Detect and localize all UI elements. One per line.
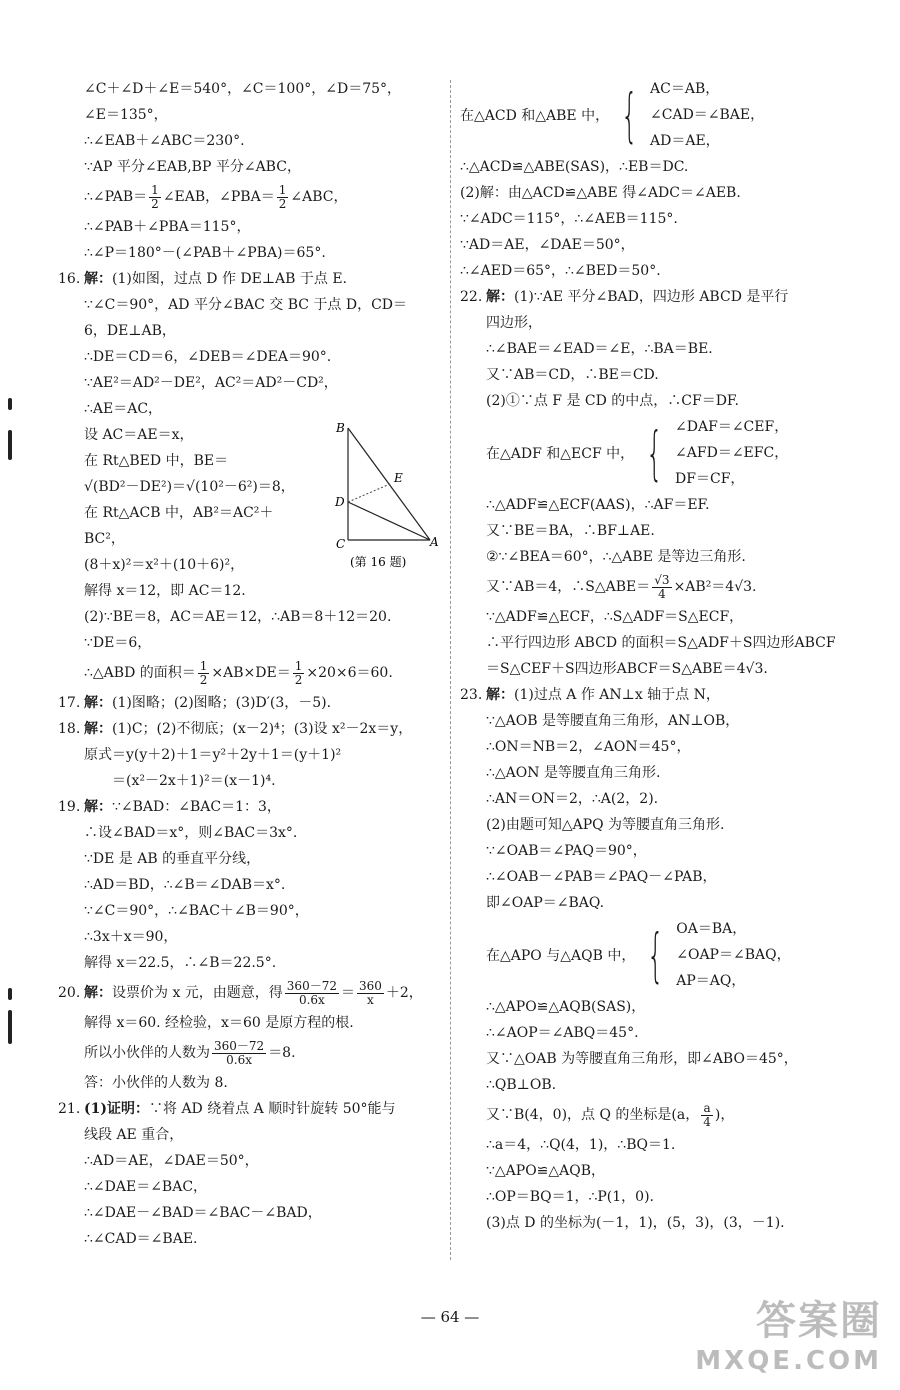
text-line: ∴∠CAD＝∠BAE.	[84, 1231, 198, 1247]
segment-da	[348, 502, 430, 540]
text-line: (2)解：由△ACD≌△ABE 得∠ADC＝∠AEB.	[460, 185, 741, 201]
text-line: 在 Rt△ACB 中，AB²＝AC²＋	[84, 505, 274, 521]
fraction: $\frac{360-72}{0.6x}$	[286, 978, 337, 1007]
figure-16	[280, 420, 440, 580]
text-line: ∴△ACD≌△ABE(SAS)，∴EB＝DC.	[460, 159, 689, 175]
text-line: ＝(x²－2x＋1)²＝(x－1)⁴.	[84, 773, 276, 789]
fraction: $\frac{1}{2}$	[151, 182, 159, 211]
text-line: 答：小伙伴的人数为 8.	[84, 1075, 228, 1091]
area-line: ∴△ABD 的面积＝ $\frac{1}{2}$ ×AB×DE＝ $\frac{1}{2}$ ×20×6＝60.	[84, 658, 393, 687]
text-line: ∵AD＝AE，∠DAE＝50°，	[460, 237, 635, 253]
page-number: — 64 —	[420, 1308, 480, 1326]
text-line: ∴∠AED＝65°，∴∠BED＝50°.	[460, 263, 661, 279]
segment-de	[348, 484, 390, 502]
text-line: √(BD²－DE²)＝√(10²－6²)＝8，	[84, 479, 295, 495]
text-line: ∴∠DAE－∠BAD＝∠BAC－∠BAD，	[84, 1205, 322, 1221]
text-line: (2)∵BE＝8，AC＝AE＝12，∴AB＝8＋12＝20.	[84, 609, 392, 625]
fraction: $\frac{√3}{4}$	[654, 572, 670, 601]
equation-system: 在△ADF 和△ECF 中， { ∠DAF＝∠CEF， ∠AFD＝∠EFC， DF＝CF，	[460, 414, 850, 492]
text-line: (3)点 D 的坐标为(－1，1)，(5，3)，(3，－1).	[486, 1215, 785, 1231]
watermark	[695, 1289, 882, 1376]
fraction: $\frac{1}{2}$	[199, 658, 208, 687]
question-19: 19. 解：∵∠BAD：∠BAC＝1：3，	[58, 799, 281, 815]
text-line: ∠C＋∠D＋∠E＝540°，∠C＝100°，∠D＝75°，	[84, 81, 402, 97]
text-line: ∴a＝4，∴Q(4，1)，∴BQ＝1.	[486, 1137, 676, 1153]
text-line: ∴AD＝AE，∠DAE＝50°，	[84, 1153, 259, 1169]
text-line: ∠E＝135°，	[84, 107, 168, 123]
question-18: 18. 解：(1)C；(2)不彻底；(x－2)⁴；(3)设 x²－2x＝y，	[58, 721, 413, 737]
text-line: ∴3x＋x＝90，	[84, 929, 178, 945]
text-line: ∴∠BAE＝∠EAD＝∠E，∴BA＝BE.	[486, 341, 713, 357]
text-line: ∴OP＝BQ＝1，∴P(1，0).	[486, 1189, 654, 1205]
text-line: 解得 x＝60. 经检验，x＝60 是原方程的根.	[84, 1015, 354, 1031]
scan-mark	[8, 430, 12, 460]
text-line: ②∵∠BEA＝60°，∴△ABE 是等边三角形.	[486, 549, 746, 565]
label-b: B	[336, 421, 345, 435]
triangle-figure	[280, 420, 440, 580]
text-line: 又∵△OAB 为等腰直角三角形，即∠ABO＝45°，	[486, 1051, 798, 1067]
text-line: (2)①∵点 F 是 CD 的中点，∴CF＝DF.	[486, 393, 739, 409]
text-line: ∴ON＝NB＝2，∠AON＝45°，	[486, 739, 691, 755]
label-e: E	[394, 471, 403, 485]
figure-caption: (第 16 题)	[350, 555, 407, 569]
text-line: ∴∠DAE＝∠BAC，	[84, 1179, 208, 1195]
text-line: (2)由题可知△APQ 为等腰直角三角形.	[486, 817, 725, 833]
scan-mark	[8, 1010, 12, 1044]
text-line: ∴QB⊥OB.	[486, 1077, 557, 1093]
left-column	[58, 76, 436, 1252]
question-16-header: 16. 解：(1)如图，过点 D 作 DE⊥AB 于点 E.	[58, 271, 347, 287]
scan-mark	[8, 398, 12, 410]
text-line: ∴∠P＝180°－(∠PAB＋∠PBA)＝65°.	[84, 245, 326, 261]
text-line: ∴∠EAB＋∠ABC＝230°.	[84, 133, 245, 149]
text-line: 即∠OAP＝∠BAQ.	[486, 895, 605, 911]
column-divider	[450, 80, 451, 1260]
text-line: ∵AP 平分∠EAB,BP 平分∠ABC，	[84, 159, 301, 175]
text-line: ∴△APO≌△AQB(SAS)，	[486, 999, 646, 1015]
fraction: $\frac{a}{4}$	[703, 1100, 711, 1129]
brace-icon: {	[621, 81, 638, 149]
text-line: BC²，	[84, 531, 125, 547]
text-line: ∴DE＝CD＝6，∠DEB＝∠DEA＝90°.	[84, 349, 332, 365]
text-line: ∵DE 是 AB 的垂直平分线，	[84, 851, 261, 867]
question-22: 22. 解：(1)∵AE 平分∠BAD，四边形 ABCD 是平行	[460, 289, 789, 305]
text-line: 在 Rt△BED 中，BE＝	[84, 453, 229, 469]
coordinate-line: 又∵B(4，0)，点 Q 的坐标是(a， $\frac{a}{4}$ )，	[486, 1100, 735, 1129]
text-line: ＝S△CEF＋S四边形ABCF＝S△ABE＝4√3.	[486, 661, 768, 677]
equation-system: 在△ACD 和△ABE 中， { AC＝AB， ∠CAD＝∠BAE， AD＝AE，	[460, 76, 850, 154]
text-line: ∴∠PAB＋∠PBA＝115°，	[84, 219, 251, 235]
brace-icon: {	[646, 419, 663, 487]
question-20: 20. 解：设票价为 x 元，由题意，得 $\frac{360-72}{0.6x}$ ＝ $\frac{360}{x}$ ＋2，	[58, 978, 423, 1007]
text-line: ∴AE＝AC，	[84, 401, 163, 417]
fraction: $\frac{360-72}{0.6x}$	[214, 1038, 265, 1067]
text-line: ∵∠C＝90°，∴∠BAC＋∠B＝90°，	[84, 903, 309, 919]
question-21: 21. (1)证明：∵将 AD 绕着点 A 顺时针旋转 50°能与	[58, 1101, 396, 1117]
text-line: ∴△ADF≌△ECF(AAS)，∴AF＝EF.	[486, 497, 710, 513]
text-line: 又∵BE＝BA，∴BF⊥AE.	[486, 523, 655, 539]
watermark-logo: 答案圈	[756, 1298, 882, 1344]
label-a: A	[430, 535, 439, 549]
text-line: ∵△ADF≌△ECF，∴S△ADF＝S△ECF，	[486, 609, 744, 625]
text-line: ∴∠AOP＝∠ABQ＝45°.	[486, 1025, 639, 1041]
text-line: ∴△AON 是等腰直角三角形.	[486, 765, 661, 781]
text-line: ∵△APO≌△AQB，	[486, 1163, 606, 1179]
fraction-line: 所以小伙伴的人数为 $\frac{360-72}{0.6x}$ ＝8.	[84, 1038, 296, 1067]
fraction: $\frac{360}{x}$	[358, 978, 382, 1007]
text-line: ∵∠ADC＝115°，∴∠AEB＝115°.	[460, 211, 678, 227]
text-line: ∵AE²＝AD²－DE²，AC²＝AD²－CD²，	[84, 375, 338, 391]
label-c: C	[336, 537, 346, 551]
text-line: 又∵AB＝CD，∴BE＝CD.	[486, 367, 659, 383]
text-line: 解得 x＝12，即 AC＝12.	[84, 583, 246, 599]
scan-mark	[8, 988, 12, 1000]
fraction-line: ∴∠PAB＝ $\frac{1}{2}$ ∠EAB，∠PBA＝ $\frac{1}{2}$ ∠ABC，	[84, 182, 348, 211]
text-line: ∴AD＝BD，∴∠B＝∠DAB＝x°.	[84, 877, 286, 893]
fraction: $\frac{1}{2}$	[278, 182, 287, 211]
label-d: D	[335, 495, 345, 509]
text-line: ∵△AOB 是等腰直角三角形，AN⊥OB，	[486, 713, 740, 729]
text-line: ∵∠C＝90°，AD 平分∠BAC 交 BC 于点 D，CD＝	[84, 297, 408, 313]
watermark-url: MXQE.COM	[695, 1346, 882, 1376]
equation-system: 在△APO 与△AQB 中， { OA＝BA， ∠OAP＝∠BAQ， AP＝AQ，	[460, 916, 850, 994]
text-line: 设 AC＝AE＝x，	[84, 427, 194, 443]
fraction: $\frac{1}{2}$	[294, 658, 303, 687]
area-line: 又∵AB＝4，∴S△ABE＝ $\frac{√3}{4}$ ×AB²＝4√3.	[486, 572, 757, 601]
text-line: (8＋x)²＝x²＋(10＋6)²，	[84, 557, 245, 573]
question-17: 17. 解：(1)图略；(2)图略；(3)D′(3，－5).	[58, 695, 332, 711]
question-23: 23. 解：(1)过点 A 作 AN⊥x 轴于点 N，	[460, 687, 720, 703]
text-line: ∵∠OAB＝∠PAQ＝90°，	[486, 843, 647, 859]
text-line: ∴∠OAB－∠PAB＝∠PAQ－∠PAB，	[486, 869, 717, 885]
text-line: ∴AN＝ON＝2，∴A(2，2).	[486, 791, 659, 807]
text-line: 6，DE⊥AB，	[84, 323, 176, 339]
text-line: 线段 AE 重合，	[84, 1127, 184, 1143]
text-line: ∴设∠BAD＝x°，则∠BAC＝3x°.	[84, 825, 298, 841]
text-line: ∵DE＝6，	[84, 635, 152, 651]
brace-icon: {	[647, 921, 665, 989]
right-column	[460, 76, 850, 1236]
text-line: 解得 x＝22.5，∴∠B＝22.5°.	[84, 955, 277, 971]
text-line: 四边形，	[486, 315, 542, 331]
text-line: ∴平行四边形 ABCD 的面积＝S△ADF＋S四边形ABCF	[486, 635, 836, 651]
text-line: 原式＝y(y＋2)＋1＝y²＋2y＋1＝(y＋1)²	[84, 747, 342, 763]
